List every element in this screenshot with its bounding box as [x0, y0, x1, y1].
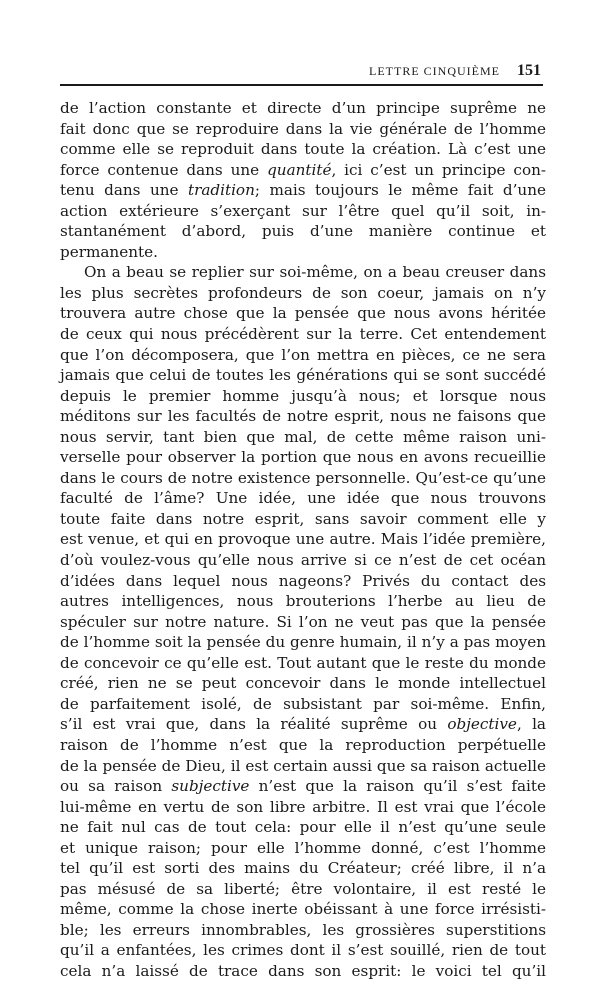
text-line: verselle pour observer la portion que nous en avons recueillie: [60, 448, 546, 467]
text-line: ble; les erreurs innombrables, les grossières superstitions: [60, 920, 546, 939]
text-line: de ceux qui nous précédèrent sur la terre. Cet entendement: [60, 325, 546, 344]
text-run: tenu dans une: [60, 181, 188, 200]
header-rule: [60, 84, 543, 86]
text-line: fait donc que se reproduire dans la vie générale de l’homme: [60, 119, 546, 138]
italic-word: subjective: [171, 777, 250, 796]
text-line: dans le cours de notre existence personnelle. Qu’est-ce qu’une: [60, 468, 546, 487]
text-line: les plus secrètes profondeurs de son coeur, jamais on n’y: [60, 283, 546, 302]
text-line: d’où voulez-vous qu’elle nous arrive si ce n’est de cet océan: [60, 551, 546, 570]
text-line: est venue, et qui en provoque une autre. Mais l’idée première,: [60, 530, 546, 549]
text-line: [60, 160, 546, 181]
text-line: spéculer sur notre nature. Si l’on ne veut pas que la pensée: [60, 612, 546, 631]
text-line: méditons sur les facultés de notre esprit, nous ne faisons que: [60, 407, 546, 426]
text-run: ; mais toujours le même fait d’une: [254, 181, 546, 200]
text-line: permanente.: [60, 242, 158, 261]
text-line: cela n’a laissé de trace dans son esprit: le voici tel qu’il: [60, 961, 546, 980]
text-run: ou sa raison: [60, 777, 172, 796]
text-line: créé, rien ne se peut concevoir dans le monde intellectuel: [60, 674, 546, 693]
text-line: même, comme la chose inerte obéissant à une force irrésisti-: [60, 900, 546, 919]
text-line: action extérieure s’exerçant sur l’être quel qu’il soit, in-: [60, 201, 546, 220]
text-line: lui-même en vertu de son libre arbitre. Il est vrai que l’école: [60, 797, 546, 816]
text-line: trouvera autre chose que la pensée que nous avons héritée: [60, 304, 546, 323]
text-line: faculté de l’âme? Une idée, une idée que nous trouvons: [60, 489, 546, 508]
text-line: d’idées dans lequel nous nageons? Privés du contact des: [60, 571, 546, 590]
text-line: On a beau se replier sur soi-même, on a beau creuser dans: [84, 263, 546, 282]
text-line: toute faite dans notre esprit, sans savoir comment elle y: [60, 509, 546, 528]
text-line: stantanément d’abord, puis d’une manière continue et: [60, 222, 546, 241]
page-number: 151: [517, 62, 541, 79]
italic-word: tradition: [187, 181, 255, 200]
running-title: LETTRE CINQUIÈME: [369, 64, 500, 78]
paragraph-2: [60, 262, 546, 981]
text-line: depuis le premier homme jusqu’à nous; et lorsque nous: [60, 386, 546, 405]
text-line: [60, 180, 546, 201]
text-line: de l’homme soit la pensée du genre humain, il n’y a pas moyen: [60, 633, 546, 652]
text-line: de l’action constante et directe d’un principe suprême ne: [60, 99, 546, 117]
text-line: autres intelligences, nous brouterions l’herbe au lieu de: [60, 592, 546, 611]
text-run: n’est que la raison qu’il s’est faite: [249, 777, 546, 796]
text-line: de la pensée de Dieu, il est certain aussi que sa raison actuelle: [60, 756, 546, 775]
text-line: jamais que celui de toutes les générations qui se sont succédé: [60, 366, 546, 385]
italic-word: quantité: [267, 160, 332, 179]
italic-word: objective: [447, 715, 517, 734]
body-text: [60, 98, 546, 982]
text-line: tel qu’il est sorti des mains du Créateur; créé libre, il n’a: [60, 859, 546, 878]
text-run: s’il est vrai que, dans la réalité suprême ou: [60, 715, 448, 734]
text-line: pas mésusé de sa liberté; être volontaire, il est resté le: [60, 879, 546, 898]
text-line: nous servir, tant bien que mal, de cette même raison uni-: [60, 427, 546, 446]
text-run: force contenue dans une: [60, 160, 268, 179]
text-line: et unique raison; pour elle l’homme donné, c’est l’homme: [60, 838, 546, 857]
text-run: , la: [516, 715, 546, 734]
paragraph-1: [60, 98, 546, 262]
text-line: raison de l’homme n’est que la reproduction perpétuelle: [60, 735, 546, 754]
page-header: [60, 62, 543, 82]
text-run: , ici c’est un principe con-: [331, 160, 546, 179]
text-line: [60, 714, 546, 735]
text-line: ne fait nul cas de tout cela: pour elle il n’est qu’une seule: [60, 818, 546, 837]
text-line: [60, 776, 546, 797]
text-line: de parfaitement isolé, de subsistant par soi-même. Enfin,: [60, 694, 546, 713]
text-line: de concevoir ce qu’elle est. Tout autant que le reste du monde: [60, 653, 546, 672]
text-line: qu’il a enfantées, les crimes dont il s’est souillé, rien de tout: [60, 941, 546, 960]
text-line: que l’on décomposera, que l’on mettra en pièces, ce ne sera: [60, 345, 546, 364]
text-line: comme elle se reproduit dans toute la création. Là c’est une: [60, 140, 546, 159]
